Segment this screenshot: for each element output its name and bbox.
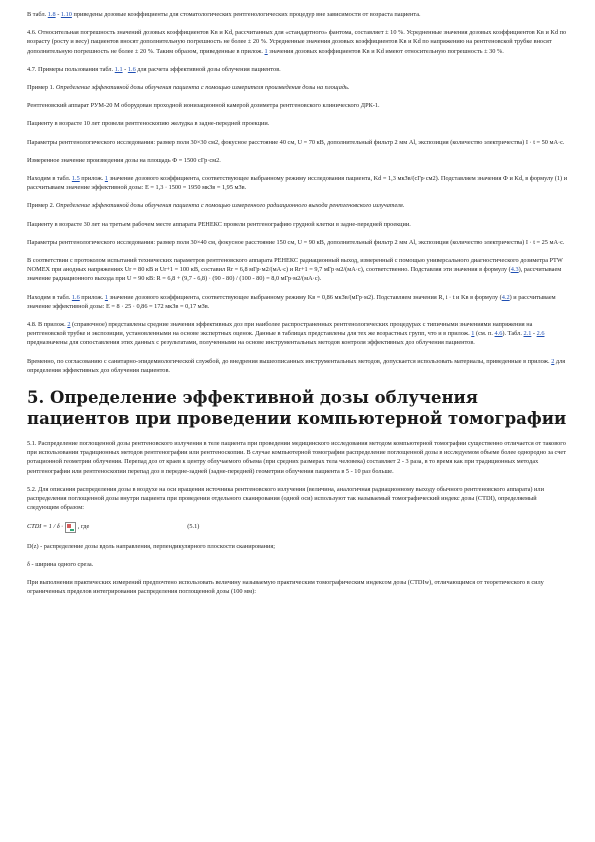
text-run: 5.2. Для описания распределения дозы в воздухе на оси вращения источника рентгеновского излучения (величина, аналогичная радиационному выходу обычного рентгеновского аппарата) или распределения поглощенной дозы внутри пациента при проведении отдельного сканирования (одной оси) используют так называемый томографический индекс дозы (CTDI), определяемый следующим образом: xyxy=(27,485,544,512)
reference-link[interactable]: 1.1 xyxy=(114,65,123,73)
text-run: Параметры рентгенологического исследования: размер поля 30×30 см2, фокусное расстояние 40 см, U = 70 кВ, дополнительный фильтр 2 мм Al, экспозиция (количество электричества) I · t = 50 мА·с. xyxy=(27,138,565,146)
text-run: Временно, по согласованию с санитарно-эпидемиологической службой, до внедрения вышеописанных инструментальных методов, допускается использовать материалы, приведенные в прилож. xyxy=(27,357,552,365)
reference-link[interactable]: 1 xyxy=(264,47,268,55)
reference-link[interactable]: 1.5 xyxy=(71,175,80,183)
text-run: Определение эффективной дозы облучения пациента с помощью измеренного радиационного выхода рентгеновского излучателя. xyxy=(55,202,405,210)
text-run: приведены дозовые коэффициенты для стоматологических рентгенологических процедур вне зависимости от возраста пациента. xyxy=(71,11,421,18)
document-page xyxy=(27,10,570,605)
text-run: (справочное) представлены средние значения эффективных доз при наиболее распространенных рентгенологических процедурах с типичными значениями напряжения на рентгеновской трубке и экспозиции, установленными на основе экспертных оценок. Данные в таблицах представлены для тех же возрастных групп, что и в прилож. xyxy=(27,321,533,338)
text-run: Пациенту в возрасте 30 лет на третьем рабочем месте аппарата РЕНЕКС провели рентгенографию грудной клетки в задне-передней проекции. xyxy=(27,220,411,228)
text-run: 4.7. Примеры пользования табл. xyxy=(27,65,115,73)
text-run: Пример 1. xyxy=(27,84,56,92)
text-run: Определение эффективной дозы облучения пациента с помощью измерителя произведения дозы на площадь. xyxy=(55,84,350,92)
text-run: ) и рассчитываем значение эффективной дозы: E = 8 · 25 · 0,86 = 172 мкЗв = 0,17 мЗв. xyxy=(27,293,556,310)
text-run: для расчета эффективной дозы облучения пациентов. xyxy=(135,65,281,73)
text-run: - xyxy=(55,11,61,18)
paragraph xyxy=(27,220,570,229)
text-run: значение дозового коэффициента, соответствующее выбранному режиму Kв = 0,86 мкЗв/(мГр·м2). Подставляем значения R, i · t и Kв в формулу ( xyxy=(108,293,502,301)
section-4-paragraphs xyxy=(27,10,570,375)
paragraph xyxy=(27,174,570,192)
paragraph xyxy=(27,293,570,311)
reference-link[interactable]: 4.3 xyxy=(510,266,519,274)
section-5-heading: 5. Определение эффективной дозы облучения пациентов при проведении компьютерной томографии xyxy=(27,388,567,429)
paragraph xyxy=(27,28,570,56)
paragraph xyxy=(27,485,570,513)
formula-tail: , где xyxy=(77,523,90,531)
formula-number: (5.1) xyxy=(187,523,200,531)
reference-link[interactable]: 1 xyxy=(471,330,475,338)
section-5-definitions xyxy=(27,542,570,597)
reference-link[interactable]: 2.1 xyxy=(523,330,532,338)
text-run: прилож. xyxy=(79,293,105,301)
paragraph xyxy=(27,201,570,210)
text-run: Параметры рентгенологического исследования: размер поля 30×40 см, фокусное расстояние 150 см, U = 90 кВ, дополнительный фильтр 2 мм Al, экспозиция (количество электричества) I · t = 25 мА·с. xyxy=(27,238,565,246)
text-run: прилож. xyxy=(79,175,105,183)
text-run: Пациенту в возрасте 10 лет провели рентгеноскопию желудка в задне-передней проекции. xyxy=(27,120,270,128)
text-run: значения дозовых коэффициентов Kв и Kd имеют относительную погрешность ± 30 %. xyxy=(267,47,504,55)
text-run: При выполнении практических измерений предпочтено использовать величину называемую практическим томографическим индексом дозы (CTDIw), отличающимся от теоретического в силу ограниченных пределов интегрирования распределения поглощенной дозы (100 мм): xyxy=(27,578,544,596)
text-run: Рентгеновский аппарат РУМ-20 М оборудован проходной ионизационной камерой дозиметра рентгеновского клинического ДРК-1. xyxy=(27,102,380,110)
section-5-paragraphs xyxy=(27,439,570,512)
text-run: для определения эффективных доз облучения пациентов. xyxy=(27,357,566,374)
reference-link[interactable]: 1.6 xyxy=(127,65,136,73)
paragraph xyxy=(27,357,570,375)
reference-link[interactable]: 1.6 xyxy=(71,293,80,301)
text-run: Находим в табл. xyxy=(27,175,72,183)
text-run: Пример 2. xyxy=(27,202,56,210)
text-run: δ - ширина одного среза. xyxy=(27,560,94,568)
reference-link[interactable]: 1.8 xyxy=(47,11,56,18)
reference-link[interactable]: 1 xyxy=(104,293,108,301)
reference-link[interactable]: 2.6 xyxy=(536,330,545,338)
text-run: (см. п. xyxy=(474,330,495,338)
text-run: 5.1. Распределение поглощенной дозы рентгеновского излучения в теле пациента при проведении медицинского исследования методом компьютерной томографии существенно отличается от такового при использовании традиционных методов рентгенографии или рентгеноскопии. В случае компьютерной томографии распределение поглощенной дозы в исследуемом объеме более однородно за счет ротационной геометрии облучения. Перепад доз от краев к центру облучаемого объема (при средних размерах тела человека) составляет 2 - 3 раза, в то время как при традиционных методах рентгенографии или рентгеноскопии перепад доз в передне-задней (задне-передней) геометрии облучения пациента в 5 - 10 раз больше. xyxy=(27,440,566,475)
paragraph xyxy=(27,439,570,476)
reference-link[interactable]: 4.2 xyxy=(501,293,510,301)
text-run: значение дозового коэффициента, соответствующее выбранному режиму исследования пациента, Kd = 1,3 мкЗв/(сГр·см2). Подставляем значения Ф и Kd, в формулу (1) и рассчитываем значение эффективной дозы: E = 1,3 · 1500 = 1950 мкЗв = 1,95 мЗв. xyxy=(27,175,568,192)
paragraph xyxy=(27,320,570,348)
text-run: В табл. xyxy=(27,11,48,18)
paragraph xyxy=(27,238,570,247)
paragraph xyxy=(27,256,570,284)
paragraph xyxy=(27,10,570,19)
text-run: Измеренное значение произведения дозы на площадь Ф = 1500 сГр·см2. xyxy=(27,156,221,164)
paragraph xyxy=(27,578,570,596)
text-run: 4.6. Относительная погрешность значений дозовых коэффициентов Kв и Kd, рассчитанных для «стандартного» фантома, составляет ± 10 %. Усредненные значения дозовых коэффициентов Kв и Kd по возрасту (росту и весу) пациентов вносят дополнительную погрешность не более ± 20 %. Усредненные значения дозовых коэффициентов Kв и Kd по напряжению на рентгеновской трубке вносят дополнительную погрешность не более ± 20 %. Таким образом, приведенные в прилож. xyxy=(27,29,567,55)
reference-link[interactable]: 1 xyxy=(104,175,108,183)
reference-link[interactable]: 2 xyxy=(551,357,555,365)
paragraph xyxy=(27,101,570,110)
paragraph xyxy=(27,156,570,165)
paragraph xyxy=(27,65,570,74)
reference-link[interactable]: 1.10 xyxy=(60,11,72,18)
text-run: ). Табл. xyxy=(502,330,524,338)
text-run: Находим в табл. xyxy=(27,293,72,301)
ctdi-formula xyxy=(27,522,570,533)
text-run: D(z) - распределение дозы вдоль направления, перпендикулярного плоскости сканирования; xyxy=(27,542,276,550)
reference-link[interactable]: 2 xyxy=(67,321,71,329)
text-run: 4.8. В прилож. xyxy=(27,321,68,329)
text-run: В соответствии с протоколом испытаний технических параметров рентгеновского аппарата РЕНЕКС радиационный выход, измеренный с помощью универсального диагностического дозиметра PTW NOMEX при анодных напряжениях Ur = 80 кВ и Ur+1 = 100 кВ, составил Rr = 6,8 мГр·м2/(мА·с) и Rr+1 = 9,7 мГр·м2/(мА·с), соответственно. Подставляя эти значения в формулу ( xyxy=(27,257,563,274)
formula-text: CTDI = 1 / δ · xyxy=(27,523,63,531)
text-run: предназначены для сопоставления этих данных с результатами, полученными на основе инструментальных методов контроля эффективных доз облучения пациентов. xyxy=(27,339,475,347)
formula-image-icon xyxy=(65,522,76,533)
paragraph xyxy=(27,138,570,147)
reference-link[interactable]: 4.6 xyxy=(494,330,503,338)
text-run: - xyxy=(122,65,128,73)
text-run: - xyxy=(531,330,537,338)
paragraph xyxy=(27,542,570,551)
paragraph xyxy=(27,560,570,569)
paragraph xyxy=(27,119,570,128)
text-run: ), рассчитываем значение радиационного выхода при U = 90 кВ: R = 6,8 + (9,7 - 6,8) · (90 - 80) / (100 - 80) = 8,0 мГр·м2/(мА·с). xyxy=(27,266,562,283)
paragraph xyxy=(27,83,570,92)
